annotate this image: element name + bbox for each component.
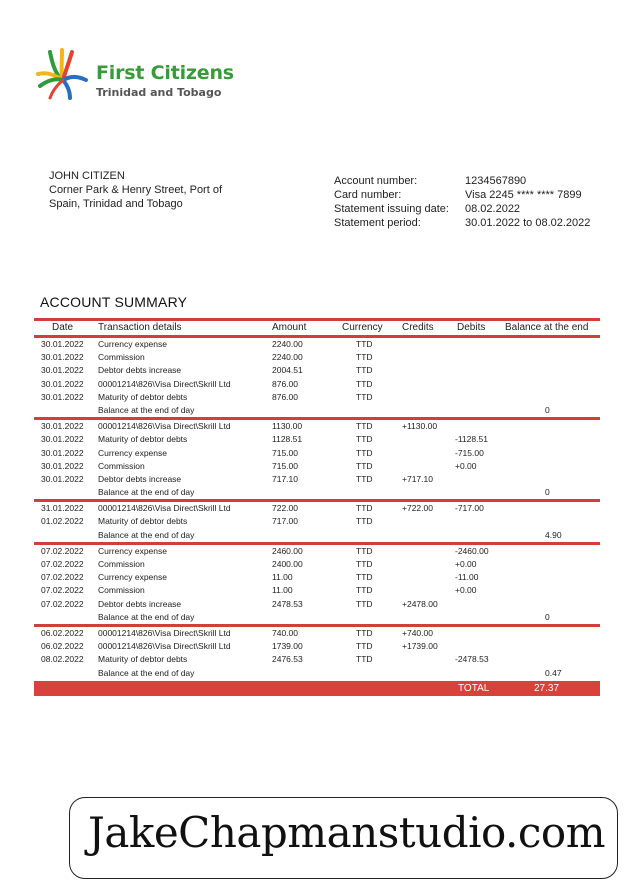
cell-credit: +717.10: [402, 473, 433, 484]
cell-amount: 740.00: [272, 627, 298, 638]
cell-debit: +0.00: [455, 585, 477, 596]
cell-details: Maturity of debtor debts: [98, 434, 188, 445]
column-header-balance: Balance at the end: [505, 322, 589, 333]
cell-currency: TTD: [356, 378, 373, 389]
table-row: [34, 391, 600, 404]
table-header: [34, 321, 600, 335]
table-row: [34, 433, 600, 446]
cell-currency: TTD: [356, 365, 373, 376]
cell-debit: -715.00: [455, 447, 484, 458]
table-body: [34, 335, 600, 680]
account-info-label: Account number:: [334, 175, 418, 187]
cell-amount: 1739.00: [272, 641, 303, 652]
table-row: [34, 571, 600, 584]
table-row: [34, 460, 600, 473]
balance-row: [34, 667, 600, 680]
cell-amount: 715.00: [272, 447, 298, 458]
cell-balance: 0: [545, 487, 550, 498]
cell-date: 31.01.2022: [41, 503, 84, 514]
cell-details: 00001214\826\Visa Direct\Skrill Ltd: [98, 503, 231, 514]
cell-balance: 4.90: [545, 529, 562, 540]
cell-details: Commission: [98, 352, 145, 363]
cell-date: 30.01.2022: [41, 365, 84, 376]
cell-amount: 2004.51: [272, 365, 303, 376]
cell-amount: 876.00: [272, 378, 298, 389]
cell-currency: TTD: [356, 585, 373, 596]
cell-details: Debtor debts increase: [98, 365, 182, 376]
cell-debit: +0.00: [455, 559, 477, 569]
cell-amount: 2240.00: [272, 339, 303, 349]
customer-address-line: Spain, Trinidad and Tobago: [49, 198, 183, 210]
account-info-block: [334, 174, 590, 230]
cell-debit: -11.00: [455, 572, 479, 583]
cell-details: Currency expense: [98, 339, 167, 349]
table-row: [34, 502, 600, 515]
cell-details: 00001214\826\Visa Direct\Skrill Ltd: [98, 421, 231, 432]
table-row: [34, 378, 600, 391]
cell-balance: 0: [545, 404, 550, 415]
customer-address-line: Corner Park & Henry Street, Port of: [49, 184, 223, 196]
cell-currency: TTD: [356, 545, 373, 556]
account-info-label: Statement period:: [334, 217, 421, 229]
cell-date: 30.01.2022: [41, 339, 84, 349]
cell-currency: TTD: [356, 473, 373, 484]
balance-row: [34, 611, 600, 624]
cell-details: Commission: [98, 559, 145, 569]
table-row: [34, 447, 600, 460]
cell-details: Maturity of debtor debts: [98, 654, 188, 665]
table-row: [34, 351, 600, 364]
cell-details: Debtor debts increase: [98, 473, 182, 484]
cell-credit: +740.00: [402, 627, 433, 638]
table-row: [34, 545, 600, 558]
cell-amount: 11.00: [272, 585, 293, 596]
cell-currency: TTD: [356, 352, 373, 363]
table-row: [34, 558, 600, 571]
cell-credit: +722.00: [402, 503, 433, 514]
balance-row: [34, 404, 600, 417]
cell-currency: TTD: [356, 391, 373, 402]
cell-currency: TTD: [356, 598, 373, 609]
cell-currency: TTD: [356, 559, 373, 569]
account-info-value: 1234567890: [465, 175, 527, 187]
cell-amount: 11.00: [272, 572, 293, 583]
cell-amount: 1128.51: [272, 434, 303, 445]
column-header-credits: Credits: [402, 322, 434, 333]
cell-date: 06.02.2022: [41, 641, 84, 652]
table-row: [34, 338, 600, 351]
cell-details: 00001214\826\Visa Direct\Skrill Ltd: [98, 627, 231, 638]
cell-currency: TTD: [356, 339, 373, 349]
cell-amount: 717.00: [272, 516, 298, 527]
cell-debit: -717.00: [455, 503, 484, 514]
cell-currency: TTD: [356, 421, 373, 432]
watermark-text: JakeChapmanstudio.com: [88, 808, 606, 857]
cell-amount: 876.00: [272, 391, 298, 402]
cell-amount: 1130.00: [272, 421, 303, 432]
cell-details: Balance at the end of day: [98, 667, 195, 678]
transactions-table: [34, 318, 600, 696]
total-label: TOTAL: [458, 682, 490, 694]
cell-debit: -2478.53: [455, 654, 489, 665]
cell-amount: 2240.00: [272, 352, 303, 363]
watermark-box: [69, 797, 618, 879]
cell-date: 07.02.2022: [41, 598, 84, 609]
total-bar: [34, 681, 600, 696]
cell-date: 30.01.2022: [41, 421, 84, 432]
table-row: [34, 584, 600, 597]
cell-details: 00001214\826\Visa Direct\Skrill Ltd: [98, 378, 231, 389]
cell-amount: 2478.53: [272, 598, 303, 609]
account-info-label: Statement issuing date:: [334, 203, 449, 215]
cell-debit: -1128.51: [455, 434, 488, 445]
cell-details: Balance at the end of day: [98, 487, 195, 498]
cell-date: 01.02.2022: [41, 516, 84, 527]
cell-details: Currency expense: [98, 447, 167, 458]
cell-details: Currency expense: [98, 545, 167, 556]
cell-date: 06.02.2022: [41, 627, 84, 638]
account-info-value: Visa 2245 **** **** 7899: [465, 189, 582, 201]
cell-balance: 0.47: [545, 667, 562, 678]
cell-currency: TTD: [356, 641, 373, 652]
cell-credit: +1739.00: [402, 641, 438, 652]
statement-date-row: [334, 202, 590, 216]
cell-details: Commission: [98, 460, 145, 471]
table-row: [34, 420, 600, 433]
column-header-details: Transaction details: [98, 322, 182, 333]
bank-name: First Citizens: [96, 62, 234, 84]
cell-date: 07.02.2022: [41, 572, 84, 583]
column-header-debits: Debits: [457, 322, 486, 333]
cell-date: 07.02.2022: [41, 559, 84, 569]
cell-currency: TTD: [356, 516, 373, 527]
customer-address-block: [49, 169, 222, 211]
cell-currency: TTD: [356, 434, 373, 445]
statement-period-row: [334, 216, 590, 230]
account-number-row: [334, 174, 590, 188]
cell-currency: TTD: [356, 627, 373, 638]
cell-details: Commission: [98, 585, 145, 596]
cell-date: 30.01.2022: [41, 352, 84, 363]
account-info-label: Card number:: [334, 189, 402, 201]
cell-currency: TTD: [356, 503, 373, 514]
cell-date: 30.01.2022: [41, 378, 84, 389]
cell-details: 00001214\826\Visa Direct\Skrill Ltd: [98, 641, 231, 652]
cell-details: Currency expense: [98, 572, 167, 583]
cell-details: Balance at the end of day: [98, 611, 195, 622]
customer-name: JOHN CITIZEN: [49, 170, 125, 182]
cell-amount: 2400.00: [272, 559, 303, 569]
total-value: 27.37: [534, 682, 560, 694]
cell-details: Maturity of debtor debts: [98, 516, 188, 527]
cell-details: Debtor debts increase: [98, 598, 182, 609]
cell-amount: 2460.00: [272, 545, 303, 556]
bank-subtitle: Trinidad and Tobago: [96, 86, 222, 99]
cell-balance: 0: [545, 611, 550, 622]
cell-date: 07.02.2022: [41, 545, 84, 556]
column-header-date: Date: [52, 322, 74, 333]
table-row: [34, 640, 600, 653]
table-row: [34, 653, 600, 666]
cell-date: 08.02.2022: [41, 654, 84, 665]
cell-amount: 722.00: [272, 503, 298, 514]
cell-date: 30.01.2022: [41, 460, 84, 471]
cell-date: 30.01.2022: [41, 434, 84, 445]
balance-row: [34, 529, 600, 542]
cell-currency: TTD: [356, 460, 373, 471]
cell-date: 30.01.2022: [41, 473, 84, 484]
cell-debit: +0.00: [455, 460, 477, 471]
account-summary-title: ACCOUNT SUMMARY: [40, 294, 188, 310]
cell-date: 07.02.2022: [41, 585, 84, 596]
account-info-value: 30.01.2022 to 08.02.2022: [465, 217, 591, 229]
table-row: [34, 473, 600, 486]
cell-date: 30.01.2022: [41, 447, 84, 458]
cell-details: Balance at the end of day: [98, 404, 195, 415]
cell-amount: 2476.53: [272, 654, 303, 665]
cell-credit: +1130.00: [402, 421, 438, 432]
column-header-currency: Currency: [342, 322, 383, 333]
card-number-row: [334, 188, 590, 202]
first-citizens-logo-icon: [36, 48, 96, 104]
table-row: [34, 515, 600, 528]
table-row: [34, 364, 600, 377]
cell-debit: -2460.00: [455, 545, 489, 556]
balance-row: [34, 486, 600, 499]
cell-currency: TTD: [356, 447, 373, 458]
cell-credit: +2478.00: [402, 598, 438, 609]
cell-details: Maturity of debtor debts: [98, 391, 188, 402]
table-row: [34, 598, 600, 611]
cell-amount: 715.00: [272, 460, 298, 471]
cell-currency: TTD: [356, 654, 373, 665]
bank-logo: [36, 48, 236, 104]
cell-currency: TTD: [356, 572, 373, 583]
table-row: [34, 627, 600, 640]
cell-date: 30.01.2022: [41, 391, 84, 402]
account-info-value: 08.02.2022: [465, 203, 521, 215]
column-header-amount: Amount: [272, 322, 307, 333]
cell-amount: 717.10: [272, 473, 298, 484]
cell-details: Balance at the end of day: [98, 529, 195, 540]
